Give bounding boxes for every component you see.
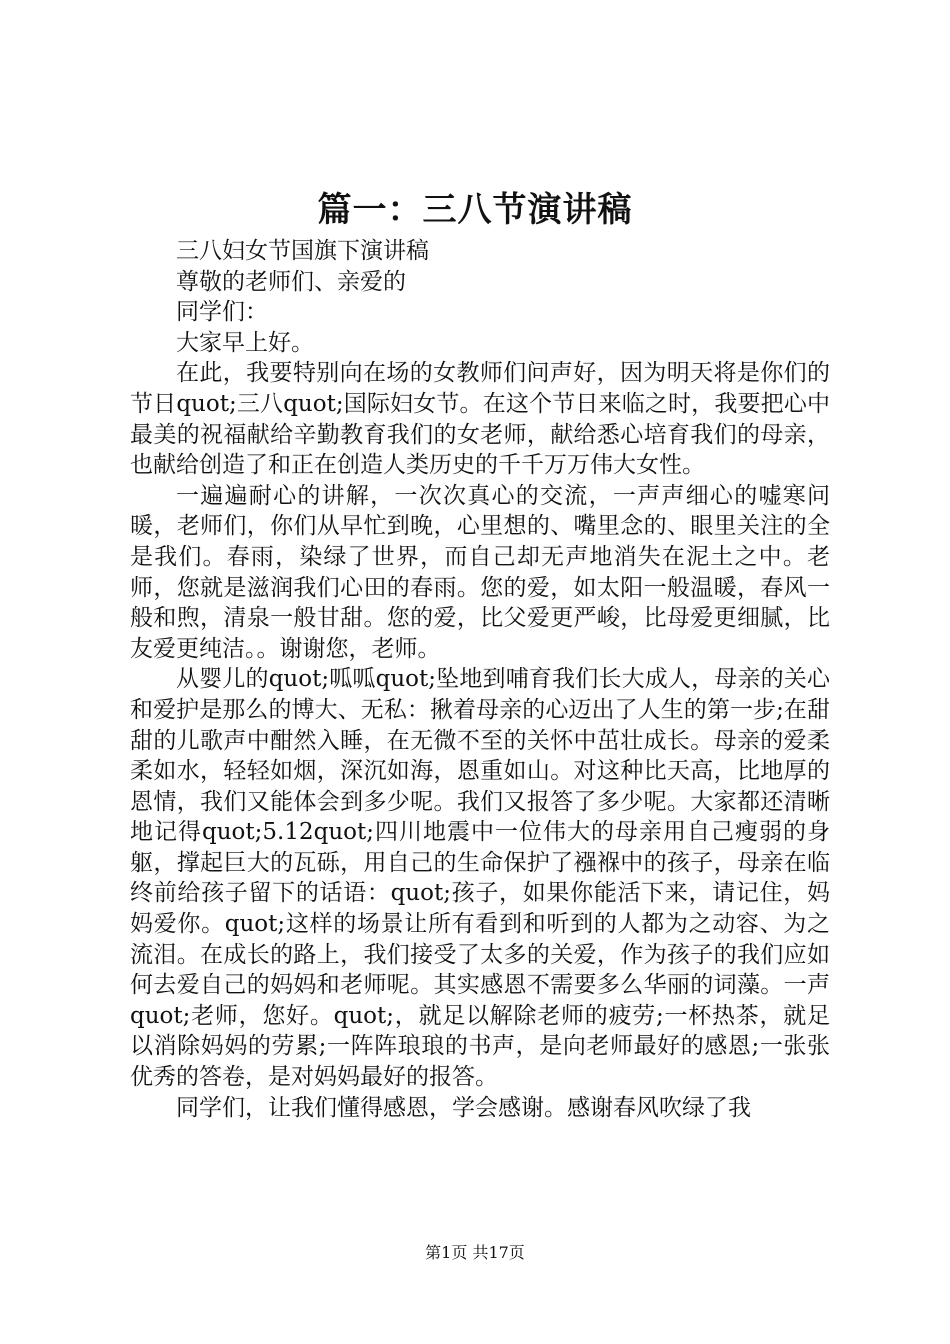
paragraph-gratitude: 同学们，让我们懂得感恩，学会感谢。感谢春风吹绿了我 bbox=[176, 1094, 751, 1121]
paragraph-greeting-teachers: 尊敬的老师们、亲爱的 bbox=[176, 268, 406, 295]
paragraph-greeting-students: 同学们： bbox=[176, 299, 268, 326]
document-body bbox=[130, 236, 830, 1123]
paragraph-subtitle: 三八妇女节国旗下演讲稿 bbox=[176, 238, 429, 264]
page-title: 篇一：三八节演讲稿 bbox=[317, 190, 633, 230]
paragraph-mothers: 从婴儿的quot;呱呱quot;坠地到哺育我们长大成人，母亲的关心和爱护是那么的博大、无私：揪着母亲的心迈出了人生的第一步;在甜甜的儿歌声中酣然入睡，在无微不至的关怀中茁壮成长。母亲的爱柔柔如水，轻轻如烟，深沉如海，恩重如山。对这种比天高，比地厚的恩情，我们又能体会到多少呢。我们又报答了多少呢。大家都还清晰地记得quot;5.12quot;四川地震中一位伟大的母亲用自己瘦弱的身躯，撑起巨大的瓦砾，用自己的生命保护了襁褓中的孩子，母亲在临终前给孩子留下的话语：quot;孩子，如果你能活下来，请记住，妈妈爱你。quot;这样的场景让所有看到和听到的人都为之动容、为之流泪。在成长的路上，我们接受了太多的关爱，作为孩子的我们应如何去爱自己的妈妈和老师呢。其实感恩不需要多么华丽的词藻。一声quot;老师，您好。quot;，就足以解除老师的疲劳;一杯热茶，就足以消除妈妈的劳累;一阵阵琅琅的书声，是向老师最好的感恩;一张张优秀的答卷，是对妈妈最好的报答。 bbox=[130, 666, 830, 1091]
paragraph-teachers: 一遍遍耐心的讲解，一次次真心的交流，一声声细心的嘘寒问暖，老师们，你们从早忙到晚，心里想的、嘴里念的、眼里关注的全是我们。春雨，染绿了世界，而自己却无声地消失在泥土之中。老师，您就是滋润我们心田的春雨。您的爱，如太阳一般温暖，春风一般和煦，清泉一般甘甜。您的爱，比父爱更严峻，比母爱更细腻，比友爱更纯洁。。谢谢您，老师。 bbox=[130, 482, 830, 662]
page-footer: 第1页 共17页 bbox=[425, 1243, 525, 1262]
paragraph-good-morning: 大家早上好。 bbox=[176, 329, 314, 356]
paragraph-intro: 在此，我要特别向在场的女教师们问声好，因为明天将是你们的节日quot;三八quot;国际妇女节。在这个节日来临之时，我要把心中最美的祝福献给辛勤教育我们的女老师，献给悉心培育我们的母亲，也献给创造了和正在创造人类历史的千千万万伟大女性。 bbox=[130, 360, 830, 479]
